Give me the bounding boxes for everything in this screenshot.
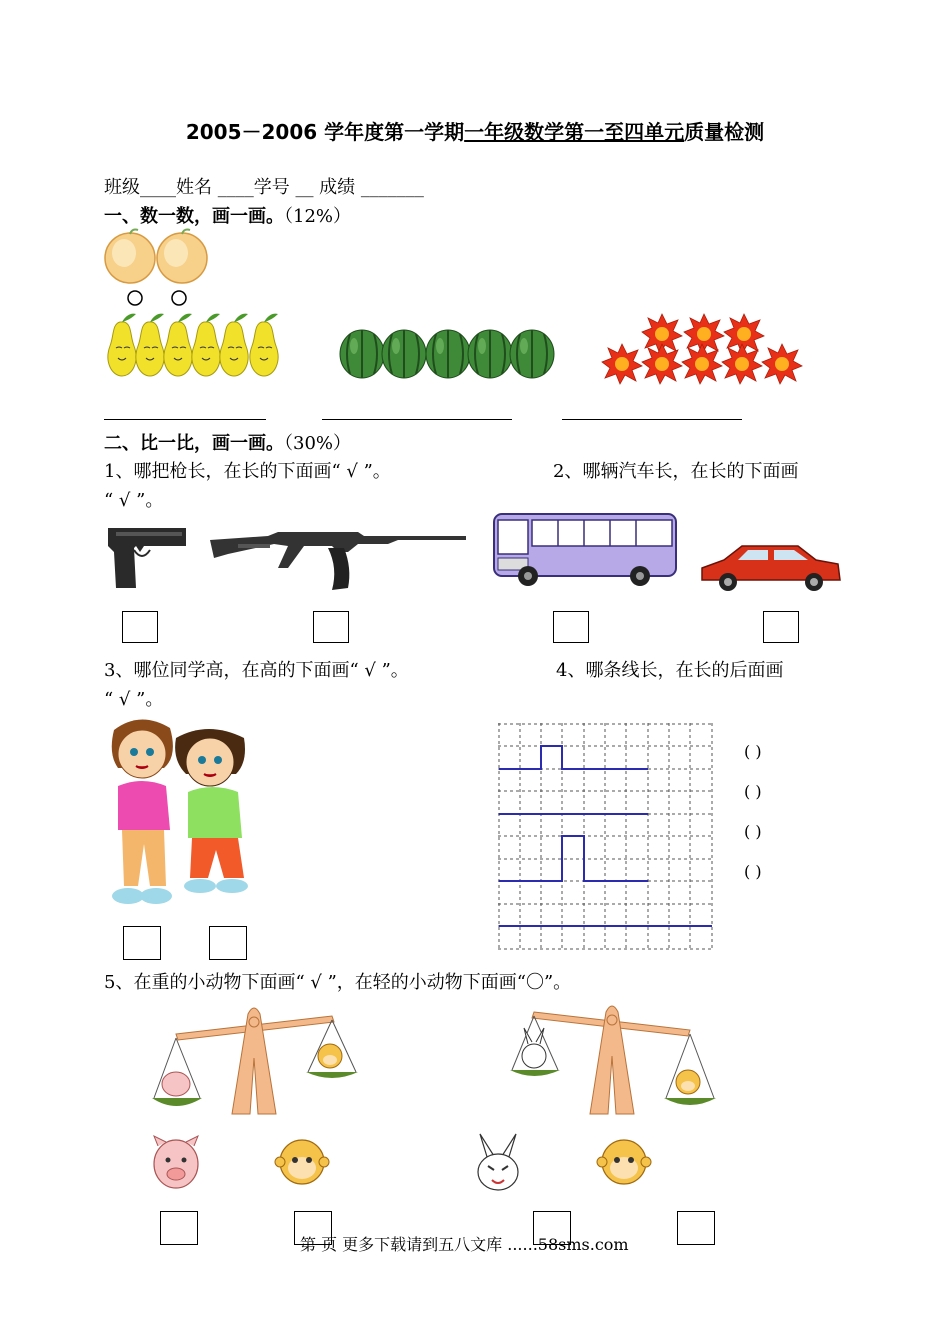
rabbit-picture xyxy=(470,1132,526,1194)
section-2-heading: 二、比一比，画一画。（30%） xyxy=(104,433,352,454)
question-3-text: 3、哪位同学高，在高的下面画“ √ ”。 xyxy=(104,660,409,681)
flower-picture xyxy=(600,312,806,384)
car-answer-box[interactable] xyxy=(763,611,799,643)
car-picture xyxy=(698,538,844,594)
balance-scale-1 xyxy=(150,998,362,1120)
pig-picture xyxy=(150,1134,202,1192)
question-5-text: 5、在重的小动物下面画“ √ ”，在轻的小动物下面画“〇”。 xyxy=(104,972,572,993)
monkey-2-answer-box[interactable] xyxy=(677,1211,715,1245)
pistol-answer-box[interactable] xyxy=(122,611,158,643)
question-2-text-cont: “ √ ”。 xyxy=(104,490,164,511)
girl-answer-box[interactable] xyxy=(123,926,161,960)
line-answer-4[interactable]: ( ) xyxy=(744,862,762,881)
question-1-text: 1、哪把枪长，在长的下面画“ √ ”。 xyxy=(104,461,391,482)
rifle-picture xyxy=(208,518,468,592)
question-4-text-cont: “ √ ”。 xyxy=(104,689,164,710)
watermelon-picture xyxy=(338,322,556,382)
rifle-answer-box[interactable] xyxy=(313,611,349,643)
answer-line-3[interactable] xyxy=(562,419,742,420)
line-answer-1[interactable]: ( ) xyxy=(744,742,762,761)
boy-answer-box[interactable] xyxy=(209,926,247,960)
monkey-picture-1 xyxy=(276,1136,328,1190)
line-answer-3[interactable]: ( ) xyxy=(744,822,762,841)
balance-scale-2 xyxy=(508,994,720,1120)
monkey-picture-2 xyxy=(598,1136,650,1190)
answer-line-2[interactable] xyxy=(322,419,512,420)
pistol-picture xyxy=(106,522,188,590)
page-title: 2005－2006 学年度第一学期一年级数学第一至四单元质量检测 xyxy=(185,120,765,144)
question-2-text: 2、哪辆汽车长，在长的下面画 xyxy=(553,461,799,482)
bus-answer-box[interactable] xyxy=(553,611,589,643)
line-comparison-grid xyxy=(498,723,714,951)
student-info-line: 班级____姓名 ____学号 __ 成绩 _______ xyxy=(104,177,424,198)
question-4-text: 4、哪条线长，在长的后面画 xyxy=(556,660,784,681)
answer-circles xyxy=(126,289,190,307)
page-footer: 第 页 更多下载请到五八文库 ......58sms.com xyxy=(300,1235,629,1254)
students-picture xyxy=(104,710,260,912)
bus-picture xyxy=(490,510,678,588)
peach-picture xyxy=(102,228,220,286)
pear-picture xyxy=(104,308,286,380)
answer-line-1[interactable] xyxy=(104,419,266,420)
pig-answer-box[interactable] xyxy=(160,1211,198,1245)
section-1-heading: 一、数一数，画一画。（12%） xyxy=(104,206,352,227)
line-answer-2[interactable]: ( ) xyxy=(744,782,762,801)
